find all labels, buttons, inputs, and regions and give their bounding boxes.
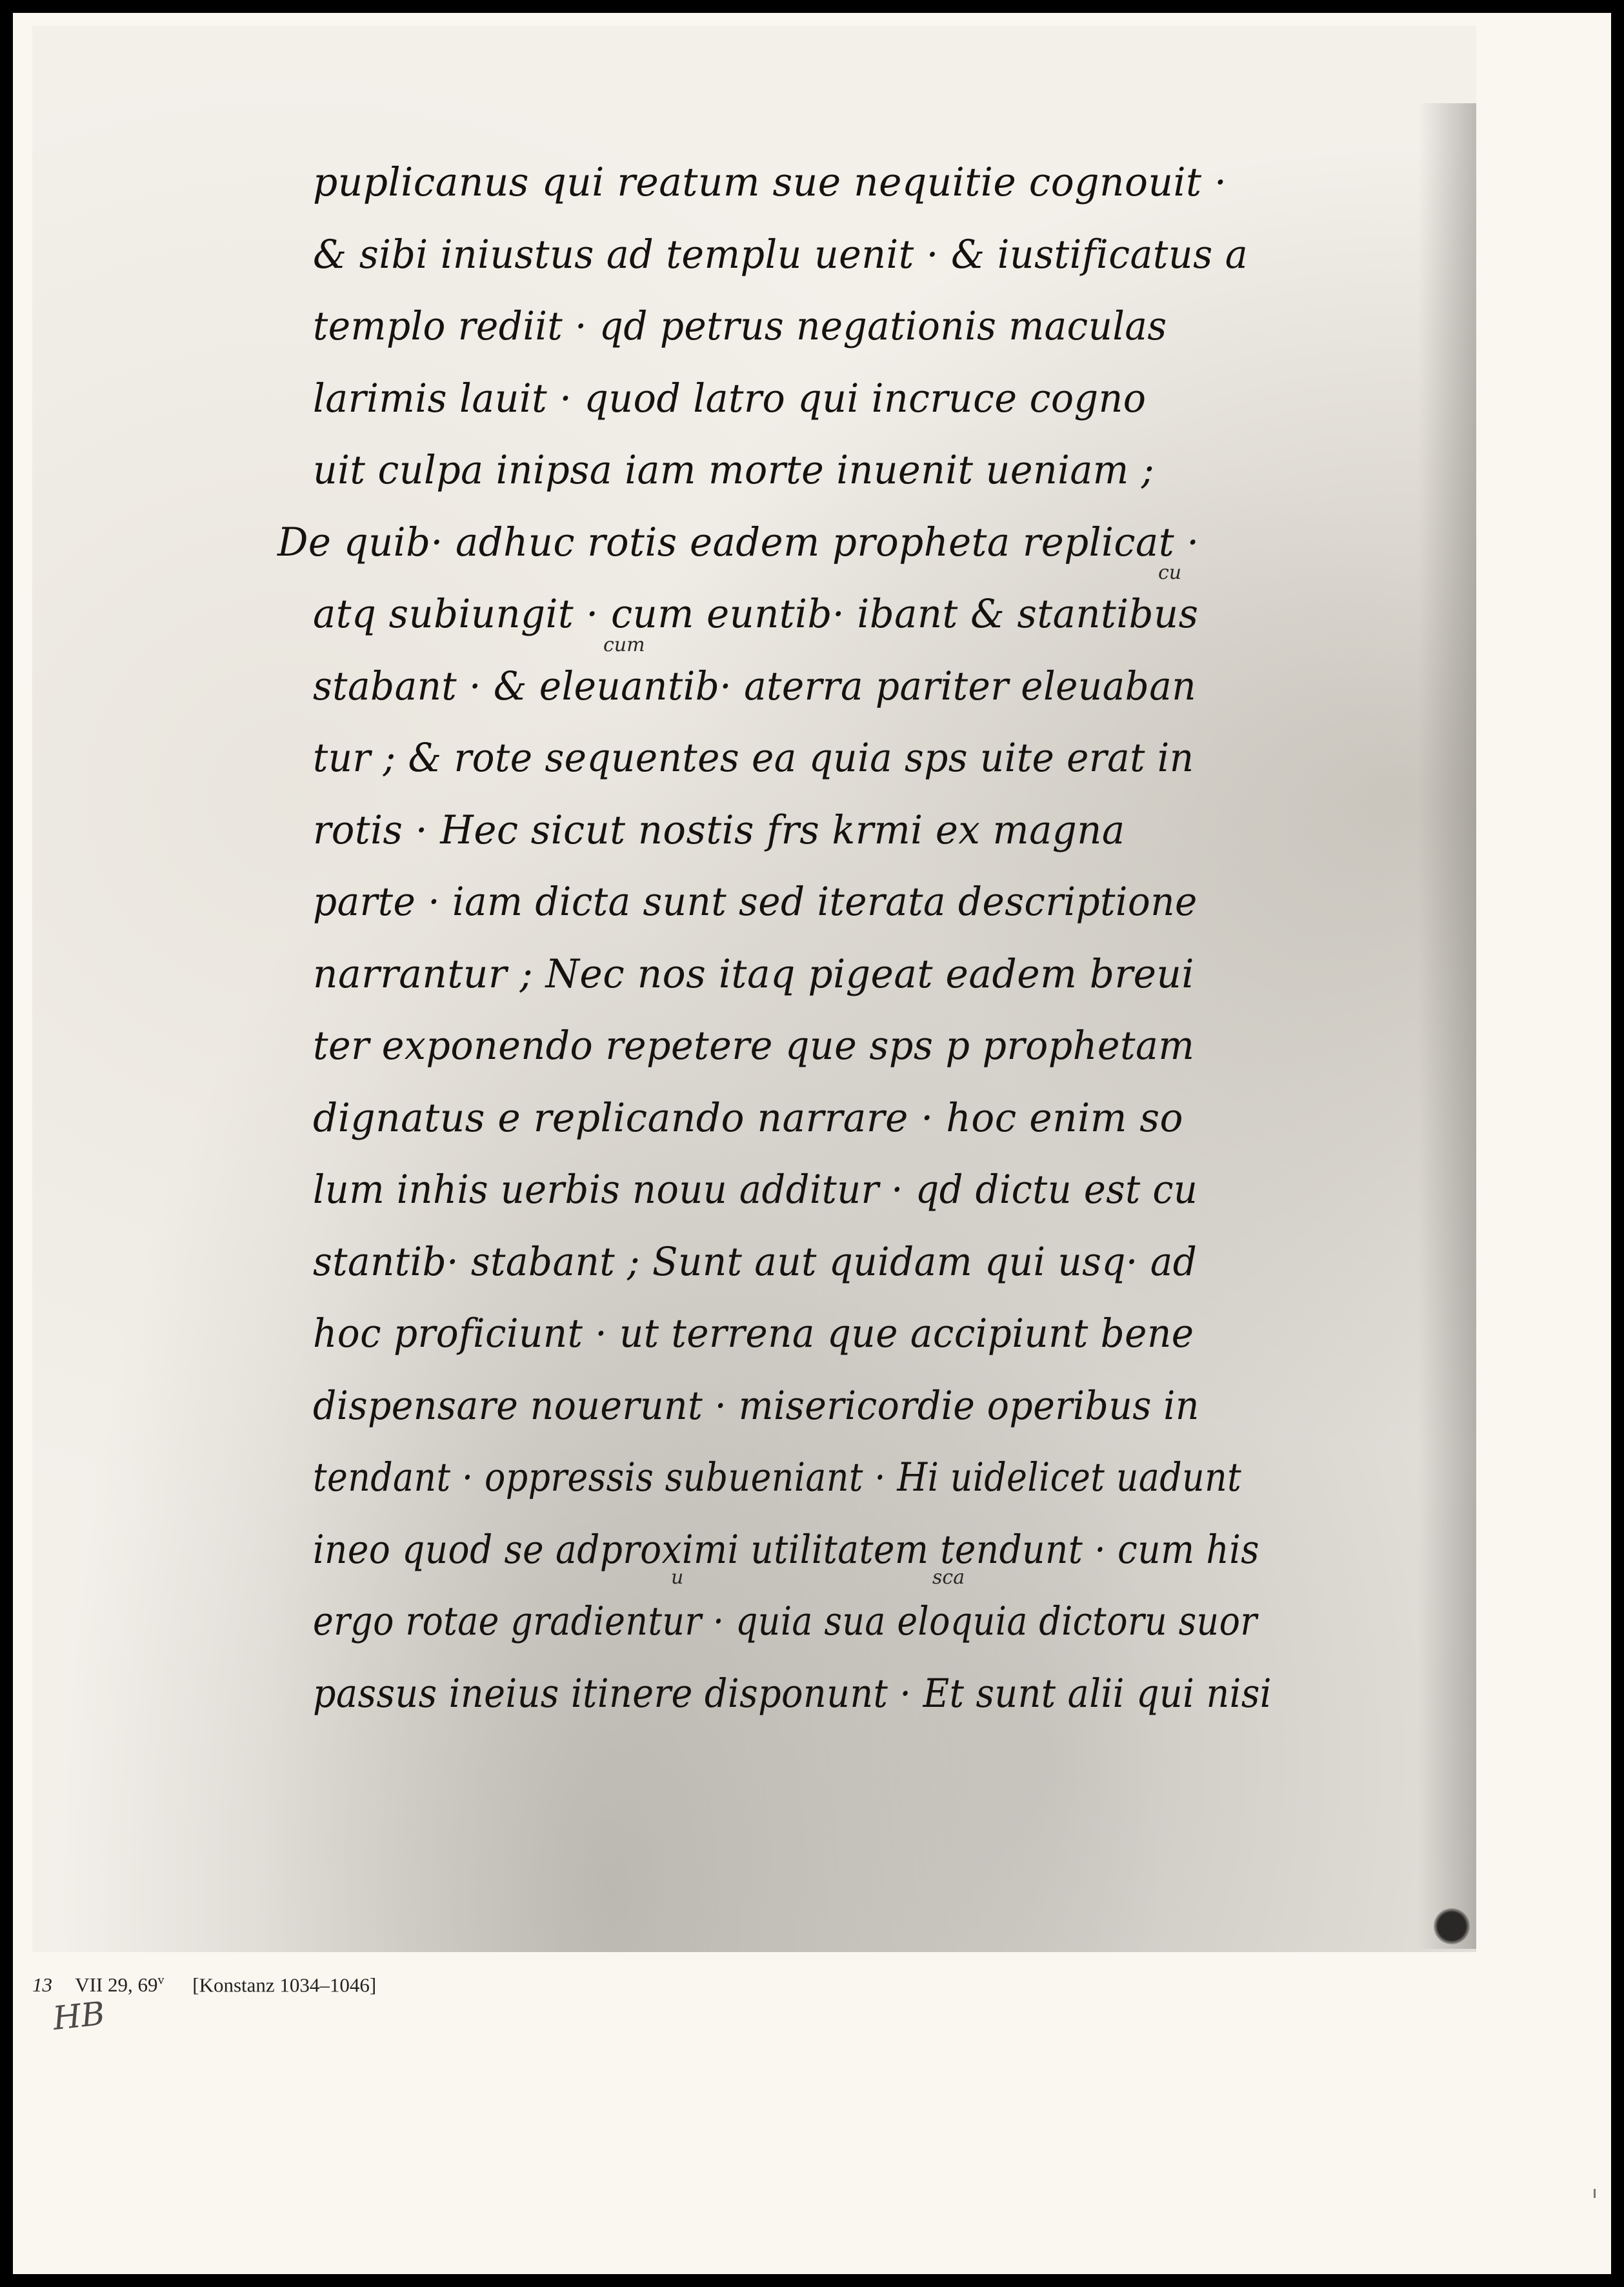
folio-side: v [157,1973,165,1988]
shelfmark-text: VII 29, 69 [75,1973,158,1997]
manuscript-line: uit culpa inipsa iam morte inuenit ueniam ; [313,447,1155,493]
scan-page [13,13,1611,2274]
origin-note: [Konstanz 1034–1046] [192,1973,377,1997]
pencil-annotation: HB [51,1994,107,2038]
plate-corner-mark [1434,1908,1470,1944]
interlinear-gloss: sca [932,1566,965,1589]
interlinear-gloss: cum [603,633,645,656]
manuscript-line: dispensare nouerunt · misericordie operibus in [313,1382,1199,1429]
interlinear-gloss: u [671,1566,684,1589]
manuscript-line: tur ; & rote sequentes ea quia sps uite erat in [313,735,1194,781]
manuscript-line: atq subiungit · cum euntib· ibant & stantibus [313,591,1199,637]
manuscript-line: ter exponendo repetere que sps p prophetam [313,1023,1195,1069]
manuscript-plate [32,26,1476,1952]
manuscript-line: narrantur ; Nec nos itaq pigeat eadem breui [313,951,1195,997]
manuscript-text [277,155,1436,1738]
stray-mark [1594,2189,1596,2198]
manuscript-line: passus ineius itinere disponunt · Et sunt alii qui nisi [313,1670,1272,1717]
manuscript-line: stantib· stabant ; Sunt aut quidam qui usq· ad [313,1238,1198,1285]
interlinear-gloss: cu [1158,561,1182,584]
plate-caption [32,1973,376,1997]
shelfmark [75,1973,164,1996]
plate-number: 13 [32,1973,52,1997]
manuscript-line: templo rediit · qd petrus negationis maculas [313,303,1167,349]
manuscript-line: parte · iam dicta sunt sed iterata descriptione [313,879,1198,925]
manuscript-line: stabant · & eleuantib· aterra pariter eleuaban [313,663,1197,709]
manuscript-line: puplicanus qui reatum sue nequitie cognouit · [313,159,1227,205]
manuscript-line: ergo rotae gradientur · quia sua eloquia dictoru suor [313,1598,1258,1644]
manuscript-line: ineo quod se adproximi utilitatem tendunt · cum his [313,1526,1259,1573]
manuscript-line: hoc proficiunt · ut terrena que accipiunt bene [313,1311,1194,1356]
manuscript-line: & sibi iniustus ad templu uenit · & iustificatus a [313,231,1248,277]
manuscript-line: tendant · oppressis subueniant · Hi uidelicet uadunt [313,1455,1242,1500]
manuscript-line: dignatus e replicando narrare · hoc enim so [313,1094,1184,1141]
manuscript-line: lum inhis uerbis nouu additur · qd dictu est cu [313,1167,1198,1213]
manuscript-line: rotis · Hec sicut nostis frs krmi ex magna [313,807,1125,853]
manuscript-line: larimis lauit · quod latro qui incruce cogno [313,375,1147,421]
manuscript-line: De quib· adhuc rotis eadem propheta replicat · [277,519,1199,565]
